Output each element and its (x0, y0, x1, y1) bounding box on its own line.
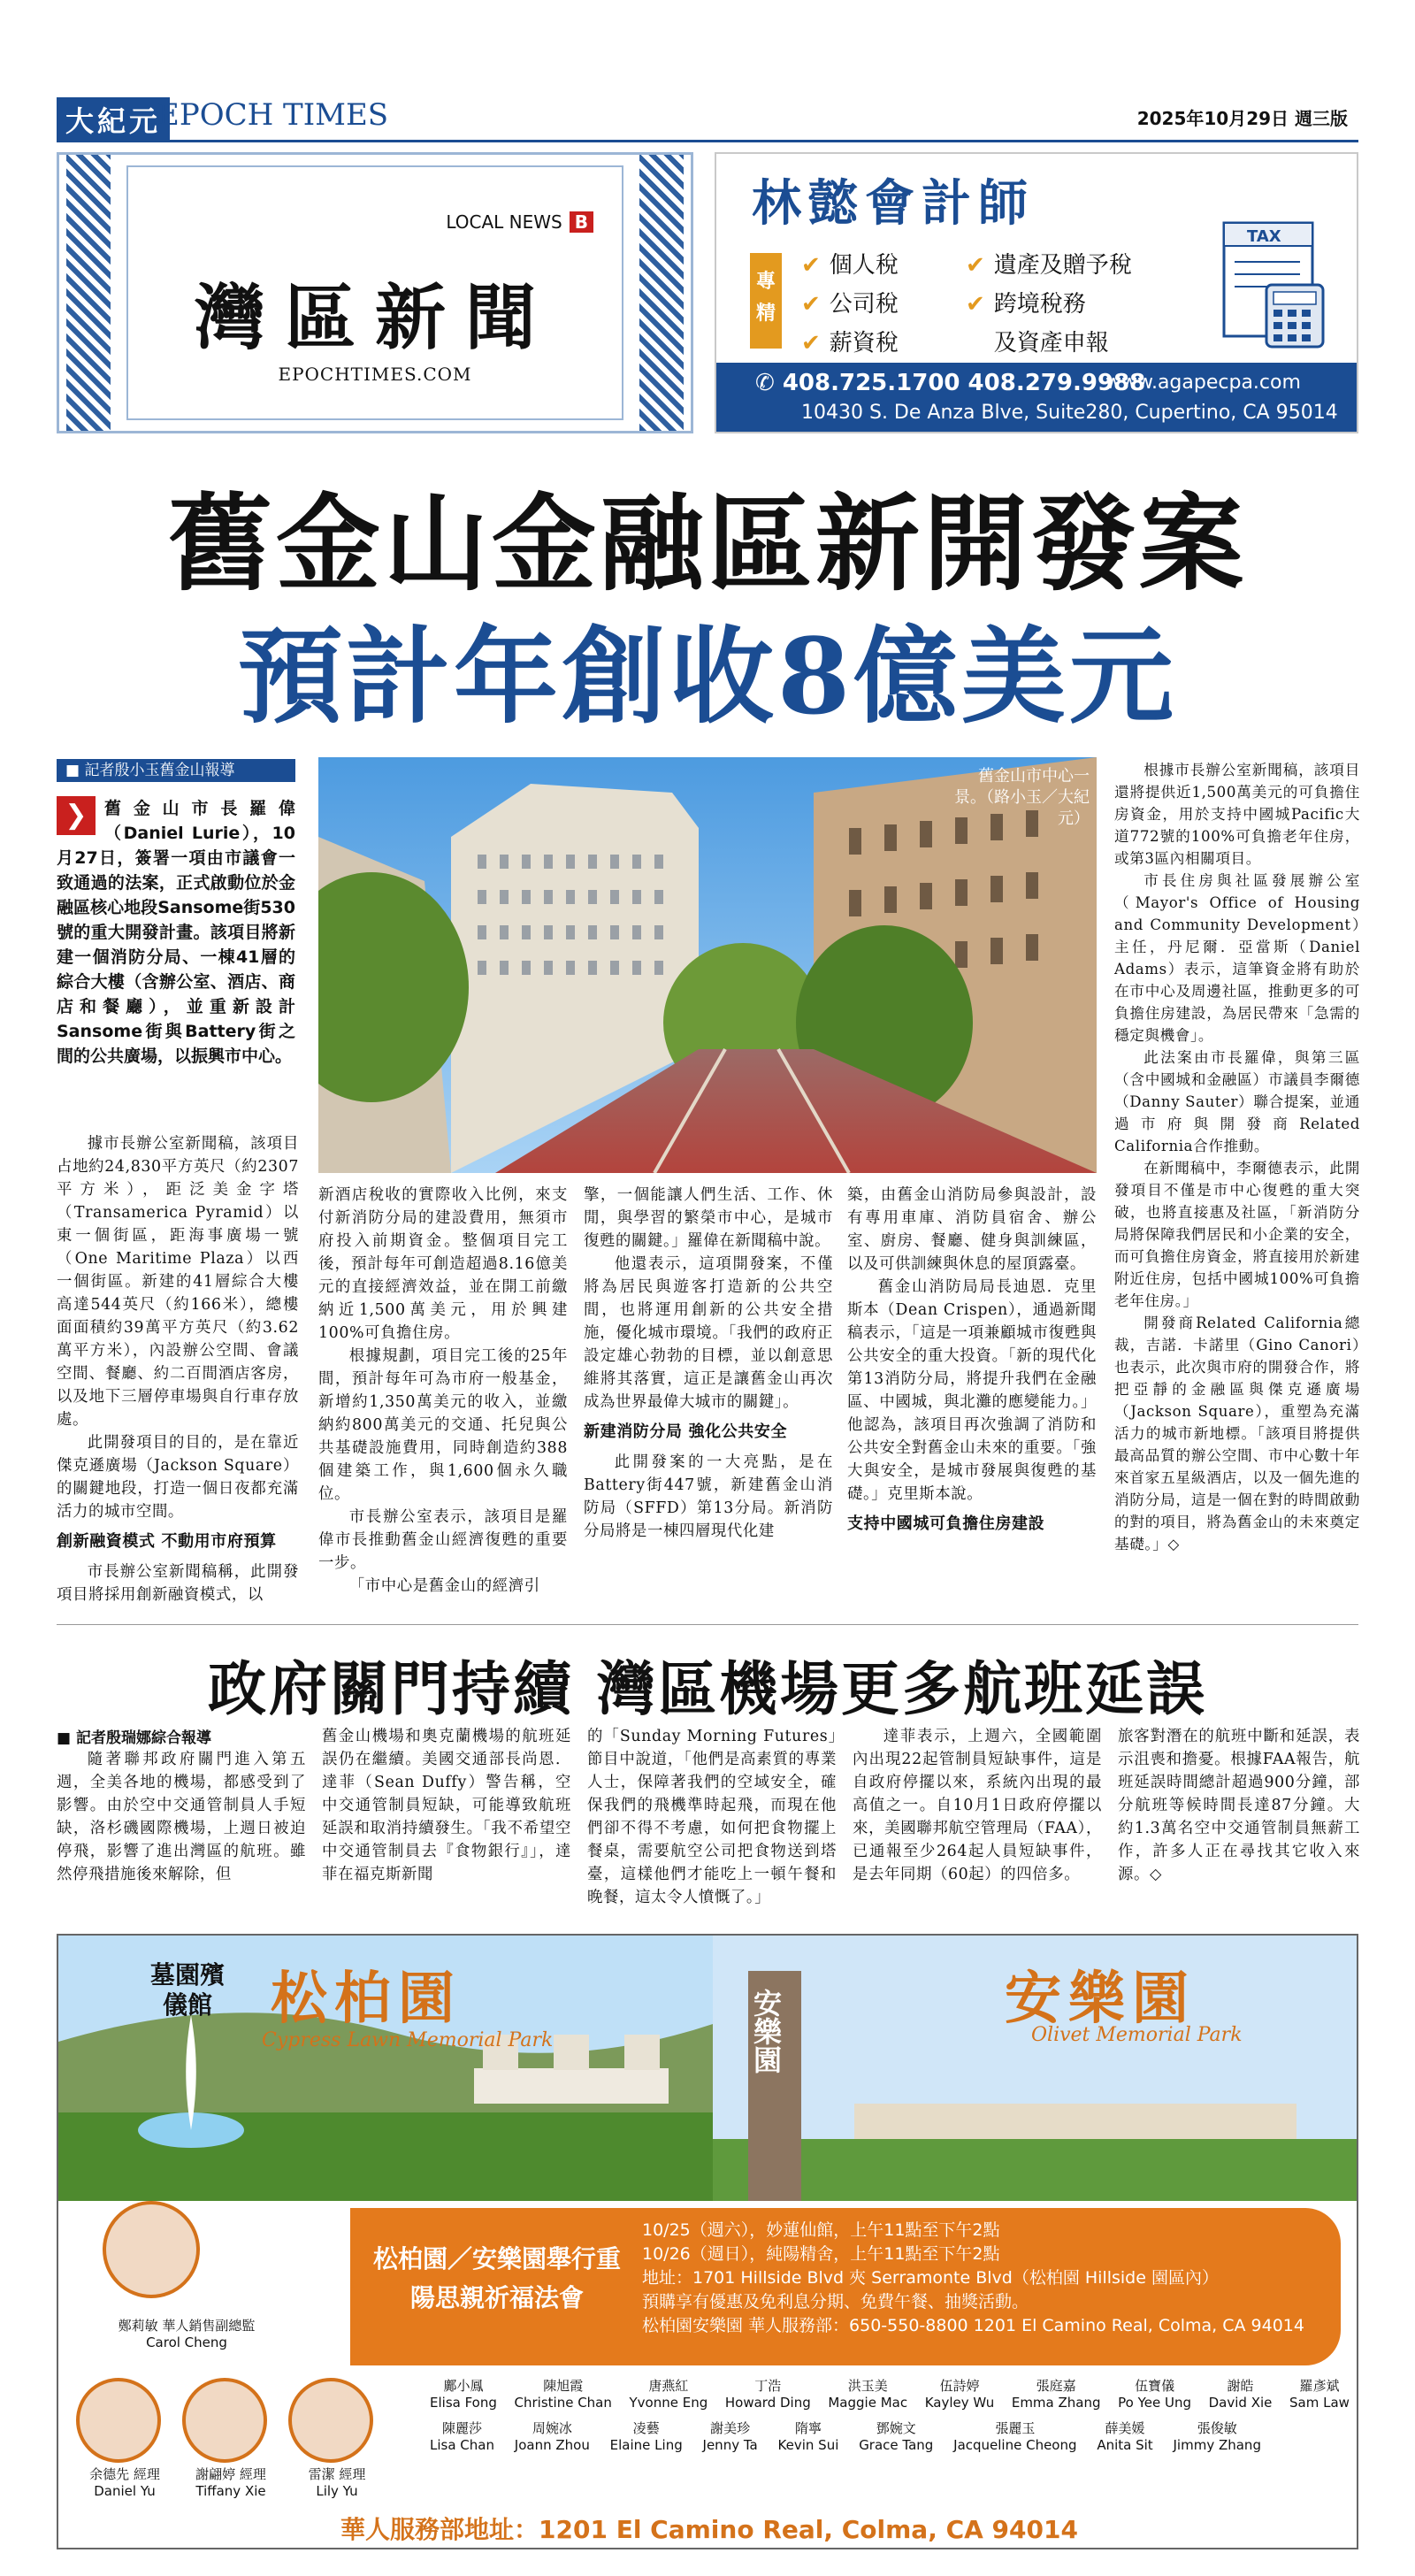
paragraph: 舊金山消防局局長迪恩．克里斯本（Dean Crispen），通過新聞稿表示，「這是一項兼顧城市復甦與公共安全的重大投資。「新的現代化第13消防分局，將提升我們在金融區、中國城，與北灘的應變能力。」他認為，該項目再次強調了消防和公共安全對舊金山未來的重要。「強大與安全，是城市發展與復甦的基礎。」克里斯本說。 (847, 1278, 1097, 1503)
olivet-gate-sign: 安樂園 (749, 1989, 783, 2074)
paragraph: 市長住房與社區發展辦公室（Mayor's Office of Housing and Community Development）主任，丹尼爾．亞當斯（Daniel Adams）表示，這筆資金將有助於在市中心及周邊社區，推動更多的可負擔住房建設，為居民帶來「急需的穩定與機會」。 (1114, 872, 1360, 1044)
photo-caption: 舊金山市中心一景。（路小玉／大紀元） (954, 767, 1090, 828)
paragraph: 「市中心是舊金山的經濟引 (348, 1577, 540, 1595)
issue-date: 2025年10月29日 週三版 (1136, 108, 1348, 129)
phone-icon: ✆ (755, 370, 783, 396)
accountant-phone[interactable]: ✆ 408.725.1700 408.279.9988 (755, 370, 1146, 396)
staff-member: 鄺小鳳 Elisa Fong (430, 2378, 497, 2411)
section-letter-badge: B (570, 211, 593, 233)
paragraph: 的「Sunday Morning Futures」節目中說道，「他們是高素質的專業人士，保障著我們的空域安全，確保我們的飛機準時起飛，而現在他們卻不得不考慮，如何把食物擺上餐桌，需要航空公司把食物送到塔臺，這樣他們才能吃上一頓午餐和晚餐，這太令人憤慨了。」 (587, 1728, 837, 1906)
olivet-title: 安樂園 (1005, 1966, 1196, 2032)
check-icon: ✔ (801, 291, 821, 318)
paragraph: 市長辦公室表示，該項目是羅偉市長推動舊金山經濟復甦的重要一步。 (318, 1508, 568, 1572)
article1-column-4 (847, 1184, 1097, 1543)
services-right (966, 246, 1132, 363)
paragraph: 開發商Related California總裁，吉諾．卡諾里（Gino Canori）也表示，此次與市府的開發合作，將把亞靜的金融區與傑克遜廣場（Jackson Square），重塑為充滿活力的城市新地標。「該項目將提供最高品質的辦公空間、市中心數十年來首家五星級酒店，以及一個先進的消防分局，這是一個在對的時間啟動的對的項目，將為舊金山的未來奠定基礎。」◇ (1114, 1315, 1360, 1552)
staff-member: 陳麗莎 Lisa Chan (430, 2420, 494, 2453)
staff-member: 張庭嘉 Emma Zhang (1011, 2378, 1101, 2411)
article2-byline: ■ 記者殷瑞娜綜合報導 (57, 1729, 211, 1747)
paragraph: 築，由舊金山消防局參與設計，設有專用車庫、消防員宿舍、辦公室、廚房、餐廳、健身與訓練區，以及可供訓練與休息的屋頂露臺。 (847, 1186, 1097, 1273)
article2-headline: 政府關門持續 灣區機場更多航班延誤 (208, 1655, 1207, 1723)
epoch-logo-cn: 大紀元 (57, 97, 170, 142)
manager-avatar (76, 2378, 161, 2463)
manager-avatar (288, 2378, 373, 2463)
check-icon: ✔ (966, 252, 985, 279)
event-line: 預購享有優惠及免利息分期、免費午餐、抽獎活動。 (642, 2292, 1029, 2312)
paragraph: 在新聞稿中，李爾德表示，此開發項目不僅是市中心復甦的重大突破，也將直接惠及社區，「新消防分局將保障我們居民和小企業的安全，而可負擔住房資金，將直接用於新建附近住房，包括中國城100%可負擔老年住房。」 (1114, 1160, 1360, 1309)
manager-avatar (182, 2378, 267, 2463)
staff-member: 謝皓 David Xie (1208, 2378, 1273, 2411)
paragraph: 市長辦公室新聞稿稱，此開發項目將採用創新融資模式，以 (57, 1563, 299, 1604)
article1-photo (318, 757, 1097, 1173)
staff-row (430, 2378, 1350, 2411)
subheading: 新建消防分局 強化公共安全 (584, 1422, 788, 1441)
article1-column-1 (57, 1132, 299, 1606)
service-item: 及資產申報 (993, 330, 1109, 356)
staff-member: 伍寶儀 Po Yee Ung (1118, 2378, 1191, 2411)
paragraph: 隨著聯邦政府關門進入第五週，全美各地的機場，都感受到了影響。由於空中交通管制員人手短缺，洛杉磯國際機場，上週日被迫停飛，影響了進出灣區的航班。雖然停飛措施後來解除，但 (57, 1751, 306, 1883)
accountant-name: 林懿會計師 (752, 174, 1035, 233)
section-divider (57, 1624, 1358, 1625)
check-icon: ✔ (801, 330, 821, 356)
accountant-address: 10430 S. De Anza Blve, Suite280, Cupertino, CA 95014 (801, 402, 1338, 424)
director-name: 鄭莉敏 華人銷售副總監 Carol Cheng (118, 2318, 256, 2350)
paragraph: 根據規劃，項目完工後的25年間，預計每年可為市府一般基金，新增約1,350萬美元的收入，並繳納約800萬美元的交通、托兒與公共基礎設施費用，同時創造約388個建築工作，與1,600個永久職位。 (318, 1347, 568, 1503)
olivet-en: Olivet Memorial Park (1031, 2024, 1243, 2046)
article2-column-3 (587, 1725, 837, 1909)
subheading: 創新融資模式 不動用市府預算 (57, 1532, 277, 1551)
director-avatar (103, 2201, 200, 2298)
cypress-lawn-en: Cypress Lawn Memorial Park (262, 2029, 554, 2051)
check-icon: ✔ (801, 252, 821, 279)
article2-column-1 (57, 1748, 306, 1886)
service-item: ✔ 遺產及贈予稅 (966, 252, 1132, 279)
cemetery-label: 墓園殯儀館 (149, 1960, 225, 2020)
paragraph: 他還表示，這項開發案，不僅將為居民與遊客打造新的公共空間，也將運用創新的公共安全措施，優化城市環境。「我們的政府正設定雄心勃勃的目標，並以創意思維將其落實，這正是讓舊金山再次成為世界最偉大城市的關鍵」。 (584, 1255, 833, 1411)
cemetery-ad (57, 1934, 1358, 2549)
article1-headline: 舊金山金融區新開發案 (167, 482, 1247, 605)
article1-column-2 (318, 1184, 568, 1598)
staff-member: 唐燕紅 Yvonne Eng (629, 2378, 708, 2411)
staff-member: 鄧婉文 Grace Tang (859, 2420, 934, 2453)
service-item: ✔ 個人稅 (801, 252, 899, 279)
staff-member: 羅彥斌 Sam Law (1289, 2378, 1350, 2411)
lead-arrow-icon: ❯ (57, 796, 96, 835)
accountant-ad (715, 152, 1358, 433)
masthead-rule (57, 140, 1358, 142)
event-line: 地址：1701 Hillside Blvd 夾 Serramonte Blvd（松柏園 Hillside 園區內） (642, 2268, 1219, 2288)
section-url: EPOCHTIMES.COM (278, 364, 472, 385)
accountant-website[interactable]: www.agapecpa.com (1105, 372, 1301, 394)
services-left (801, 246, 899, 363)
event-line: 松柏園安樂園 華人服務部：650-550-8800 1201 El Camino Real, Colma, CA 94014 (642, 2316, 1304, 2335)
subheading: 支持中國城可負擔住房建設 (847, 1514, 1045, 1533)
staff-row (430, 2420, 1350, 2454)
staff-member: 張俊敏 Jimmy Zhang (1173, 2420, 1261, 2453)
local-news-label: LOCAL NEWS B (446, 211, 593, 233)
staff-member: 洪玉美 Maggie Mac (828, 2378, 908, 2411)
paragraph: 此法案由市長羅偉，與第三區（含中國城和金融區）市議員李爾德（Danny Sauter）聯合提案，並通過市府與開發商Related California合作推動。 (1114, 1049, 1360, 1154)
article1-subheadline: 預計年創收8億美元 (237, 615, 1178, 738)
event-title: 松柏園／安樂園舉行重陽思親祈福法會 (373, 2244, 622, 2312)
section-banner (57, 152, 693, 433)
cypress-lawn-title: 松柏園 (271, 1966, 462, 2032)
paragraph: 據市長辦公室新聞稿，該項目占地約24,830平方英尺（約2307平方米），距泛美金字塔（Transamerica Pyramid）以東一個街區，距海事廣場一號（One Maritime Plaza）以西一個街區。新建的41層綜合大樓高達544英尺（約166米），總樓面面積約39萬平方英尺（約3.62萬平方米），內設辦公空間、會議空間、餐廳、約二百間酒店客房，以及地下三層停車場與自行車存放處。 (57, 1135, 299, 1429)
paragraph: 此開發案的一大亮點，是在Battery街447號，新建舊金山消防局（SFFD）第13分局。新消防分局將是一棟四層現代化建 (584, 1453, 833, 1540)
specialty-tag: 專精 (750, 253, 782, 349)
manager-name: 余德先 經理 Daniel Yu (89, 2466, 160, 2499)
article2-column-4 (853, 1725, 1102, 1886)
manager-name: 謝翩婷 經理 Tiffany Xie (195, 2466, 266, 2499)
service-item: ✔ 薪資稅 (801, 330, 899, 356)
service-item: ✔ 跨境稅務 (966, 291, 1086, 318)
event-details (642, 2219, 1304, 2338)
tax-label: TAX (1247, 227, 1281, 246)
staff-grid (430, 2378, 1350, 2454)
staff-member: 伍詩婷 Kayley Wu (924, 2378, 995, 2411)
staff-member: 周婉冰 Joann Zhou (514, 2420, 590, 2453)
paragraph: 新酒店稅收的實際收入比例，來支付新消防分局的建設費用，無須市府投入前期資金。整個項目完工後，預計每年可創造超過8.16億美元的直接經濟效益，並在開工前繳納近1,500萬美元，用於興建100%可負擔住房。 (318, 1186, 568, 1342)
staff-member: 謝美珍 Jenny Ta (702, 2420, 758, 2453)
paragraph: 擎，一個能讓人們生活、工作、休閒，與學習的繁榮市中心，是城市復甦的關鍵。」羅偉在新聞稿中說。 (584, 1186, 833, 1250)
staff-member: 凌藝 Elaine Ling (609, 2420, 683, 2453)
service-item: ✔ 公司稅 (801, 291, 899, 318)
paragraph: 旅客對潛在的航班中斷和延誤，表示沮喪和擔憂。根據FAA報告，航班延誤時間總計超過900分鐘，部分航班等候時間長達87分鐘。大約1.3萬名空中交通管制員無薪工作，許多人正在尋找其它收入來源。◇ (1118, 1728, 1360, 1883)
article2-column-2 (322, 1725, 571, 1886)
event-line: 10/25（週六），妙蓮仙館，上午11點至下午2點 (642, 2220, 1000, 2240)
paragraph: 舊金山機場和奧克蘭機場的航班延誤仍在繼續。美國交通部長尚恩．達菲（Sean Duffy）警告稱，空中交通管制員短缺，可能導致航班延誤和取消持續發生。「我不希望空中交通管制員去『食物銀行』」，達菲在福克斯新聞 (322, 1728, 571, 1883)
article2-column-5 (1118, 1725, 1360, 1886)
paragraph: 達菲表示，上週六，全國範圍內出現22起管制員短缺事件，這是自政府停擺以來，系統內出現的最高值之一。自10月1日政府停擺以來，美國聯邦航空管理局（FAA），已通報至少264起人員短缺事件，是去年同期（60起）的四倍多。 (853, 1728, 1102, 1883)
staff-member: 張麗玉 Jacqueline Cheong (953, 2420, 1077, 2453)
paragraph: 此開發項目的目的，是在靠近傑克遜廣場（Jackson Square）的關鍵地段，打造一個日夜都充滿活力的城市空間。 (57, 1434, 299, 1521)
paragraph: 根據市長辦公室新聞稿，該項目還將提供近1,500萬美元的可負擔住房資金，用於支持中國城Pacific大道772號的100%可負擔老年住房，或第3區內相關項目。 (1114, 762, 1360, 867)
check-icon: ✔ (966, 291, 985, 318)
staff-member: 隋寧 Kevin Sui (777, 2420, 839, 2453)
article1-column-5 (1114, 759, 1360, 1555)
staff-member: 丁浩 Howard Ding (724, 2378, 811, 2411)
tax-form-calculator-icon (1212, 218, 1335, 350)
memorial-event-box (350, 2208, 1341, 2365)
epoch-logo-en: EPOCH TIMES (157, 97, 389, 133)
staff-member: 陳旭霞 Christine Chan (514, 2378, 612, 2411)
accountant-contact-bar (716, 363, 1357, 432)
event-line: 10/26（週日），純陽精舍，上午11點至下午2點 (642, 2244, 1000, 2264)
article1-column-3 (584, 1184, 833, 1543)
article1-byline: ■ 記者殷小玉舊金山報導 (57, 759, 295, 782)
manager-name: 雷潔 經理 Lily Yu (308, 2466, 366, 2499)
article1-lead: ❯ 舊金山市長羅偉（Daniel Lurie），10月27日，簽署一項由市議會一致通過的法案，正式啟動位於金融區核心地段Sansome街530號的重大開發計畫。該項目將新建一個消防分局、一棟41層的綜合大樓（含辦公室、酒店、商店和餐廳），並重新設計Sansome街與Battery街之間的公共廣場，以振興市中心。 (57, 796, 295, 1069)
staff-member: 薛美媛 Anita Sit (1097, 2420, 1153, 2453)
service-address: 華人服務部地址：1201 El Camino Real, Colma, CA 94014 (340, 2515, 1078, 2544)
section-title: 灣區新聞 (195, 276, 555, 359)
